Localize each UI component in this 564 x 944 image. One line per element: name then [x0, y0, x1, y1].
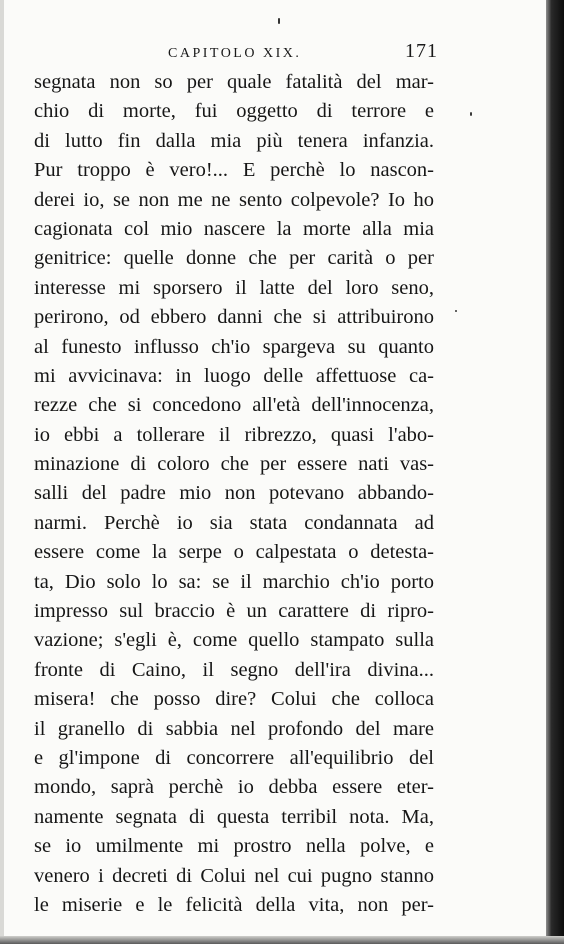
text-line: minazione di coloro che per essere nati vas-: [34, 453, 434, 476]
text-line: derei io, se non me ne sento colpevole? Io ho: [34, 188, 434, 211]
text-line: il granello di sabbia nel profondo del mare: [34, 717, 434, 740]
body-text: [34, 68, 434, 920]
text-line: cagionata col mio nascere la morte alla mia: [34, 217, 434, 240]
scan-speck: [470, 112, 472, 116]
text-line: rezze che si concedono all'età dell'innocenza,: [34, 394, 434, 417]
page-header: [168, 38, 438, 68]
scan-speck: [455, 310, 457, 312]
page-left-edge: [0, 0, 4, 944]
text-line: vazione; s'egli è, come quello stampato sulla: [34, 629, 434, 652]
scan-right-border: [546, 0, 564, 944]
running-head: CAPITOLO XIX.: [168, 46, 302, 61]
text-line: Pur troppo è vero!... E perchè lo nascon-: [34, 159, 434, 182]
text-line: salli del padre mio non potevano abbando-: [34, 482, 434, 505]
text-line: se io umilmente mi prostro nella polve, e: [34, 835, 434, 858]
text-line: namente segnata di questa terribil nota. Ma,: [34, 805, 434, 828]
text-line: impresso sul braccio è un carattere di ripro-: [34, 600, 434, 623]
text-line: segnata non so per quale fatalità del mar-: [34, 71, 434, 93]
text-line: chio di morte, fui oggetto di terrore e: [34, 100, 434, 123]
text-line: io ebbi a tollerare il ribrezzo, quasi l'abo-: [34, 423, 434, 446]
text-line: essere come la serpe o calpestata o detesta-: [34, 541, 434, 564]
text-line: interesse mi sporsero il latte del loro seno,: [34, 276, 434, 299]
text-line: perirono, od ebbero danni che si attribuirono: [34, 306, 434, 329]
page-number: 171: [405, 40, 438, 62]
scan-speck: [278, 18, 280, 24]
text-line: mi avvicinava: in luogo delle affettuose ca-: [34, 364, 434, 387]
text-line: e gl'impone di concorrere all'equilibrio del: [34, 746, 434, 769]
text-line: misera! che posso dire? Colui che colloca: [34, 688, 434, 711]
text-line: mondo, saprà perchè io debba essere eter-: [34, 776, 434, 799]
scan-bottom-border: [0, 936, 564, 944]
text-line: narmi. Perchè io sia stata condannata ad: [34, 511, 434, 534]
text-line: ta, Dio solo lo sa: se il marchio ch'io porto: [34, 570, 434, 593]
text-line: le miserie e le felicità della vita, non per-: [34, 893, 434, 916]
text-line: al funesto influsso ch'io spargeva su quanto: [34, 335, 434, 358]
text-line: genitrice: quelle donne che per carità o per: [34, 247, 434, 270]
text-line: fronte di Caino, il segno dell'ira divina...: [34, 658, 434, 681]
text-line: di lutto fin dalla mia più tenera infanzia.: [34, 129, 434, 152]
text-line: venero i decreti di Colui nel cui pugno stanno: [34, 864, 434, 887]
